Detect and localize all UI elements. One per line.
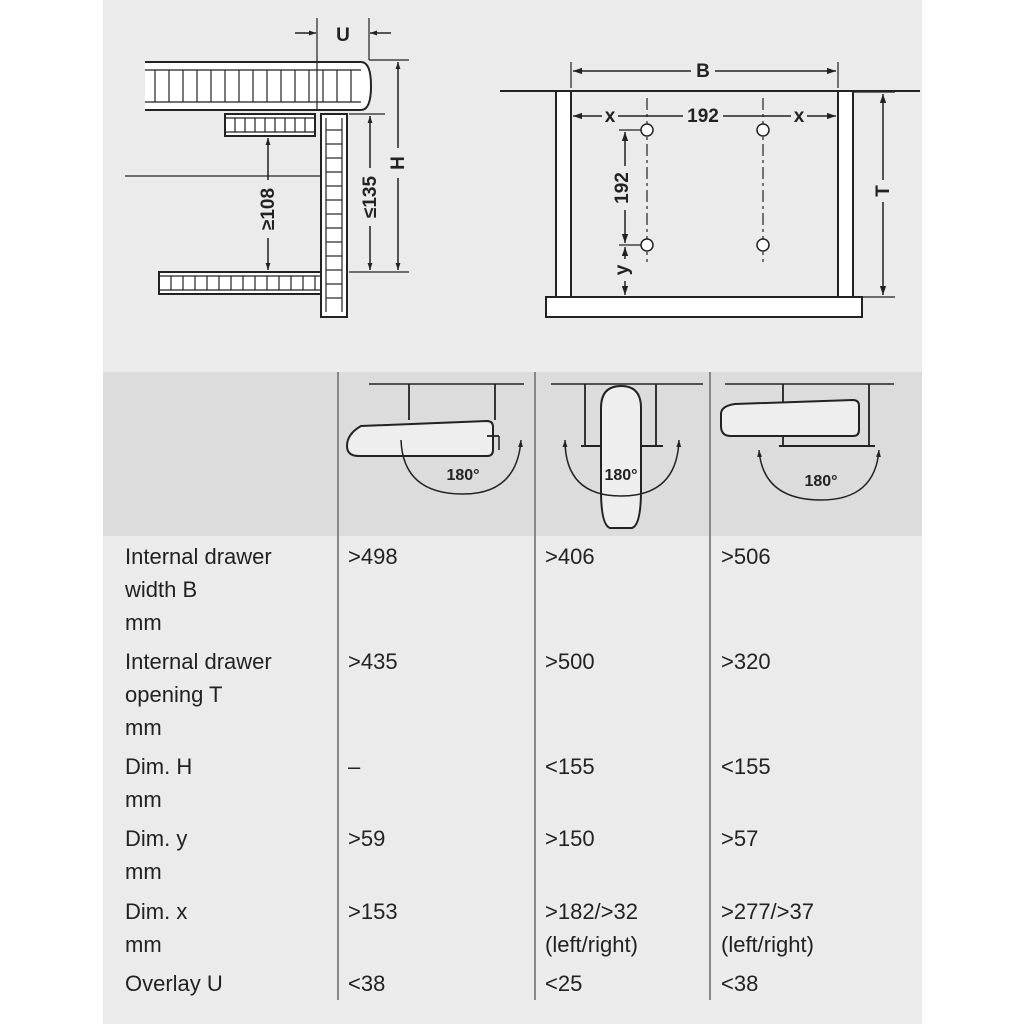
model-3-value: >277/>37 (left/right) bbox=[721, 899, 814, 957]
model-1-value: >59 bbox=[348, 826, 386, 851]
model-3-value: >506 bbox=[721, 544, 771, 569]
row-label: Internal drawer width B mm bbox=[125, 544, 272, 635]
row-label: Overlay U bbox=[125, 971, 223, 996]
model-2-value: >406 bbox=[545, 544, 595, 569]
drawer-bottom-panel bbox=[546, 297, 862, 317]
hole-spacing-horizontal-label: 192 bbox=[687, 106, 719, 127]
technical-sheet bbox=[103, 0, 922, 1024]
model-1-value: >498 bbox=[348, 544, 398, 569]
mounting-hole-bottom-left bbox=[641, 239, 653, 251]
row-label: Dim. y mm bbox=[125, 826, 188, 884]
model-3-value: >320 bbox=[721, 649, 771, 674]
ironing-board-horizontal bbox=[347, 421, 493, 456]
model-2-ironing-board-icon bbox=[551, 384, 703, 528]
model-2-value: >500 bbox=[545, 649, 595, 674]
mounting-hole-top-right bbox=[757, 124, 769, 136]
min-gap-label: ≥108 bbox=[258, 187, 279, 231]
model-1-rotation-label: 180° bbox=[446, 467, 480, 484]
drawing-svg bbox=[103, 0, 922, 372]
front-view bbox=[500, 62, 920, 317]
opening-t-label: T bbox=[873, 185, 894, 197]
model-icons-svg bbox=[103, 372, 922, 536]
height-h-label: H bbox=[388, 156, 409, 170]
ironing-board-vertical bbox=[601, 386, 641, 528]
x-left-label: x bbox=[604, 106, 616, 127]
model-1-value: >435 bbox=[348, 649, 398, 674]
model-3-value: <38 bbox=[721, 971, 759, 996]
model-3-rotation-label: 180° bbox=[804, 473, 838, 490]
model-1-value: >153 bbox=[348, 899, 398, 924]
right-side-panel bbox=[838, 91, 853, 297]
model-2-value: <155 bbox=[545, 754, 595, 779]
model-2-value: >150 bbox=[545, 826, 595, 851]
mounting-hole-top-left bbox=[641, 124, 653, 136]
column-divider-2 bbox=[534, 372, 536, 1000]
model-icon-row bbox=[103, 372, 922, 536]
column-divider-3 bbox=[709, 372, 711, 1000]
model-2-value: >182/>32 (left/right) bbox=[545, 899, 638, 957]
row-label: Dim. H mm bbox=[125, 754, 193, 812]
overlay-u-label: U bbox=[336, 25, 350, 46]
left-side-panel bbox=[556, 91, 571, 297]
model-3-value: >57 bbox=[721, 826, 759, 851]
column-divider-1 bbox=[337, 372, 339, 1000]
hole-spacing-vertical-label: 192 bbox=[612, 172, 633, 204]
model-1-ironing-board-icon bbox=[347, 384, 524, 494]
row-label: Dim. x mm bbox=[125, 899, 188, 957]
y-label: y bbox=[612, 264, 633, 276]
model-1-value: <38 bbox=[348, 971, 386, 996]
model-1-value: – bbox=[348, 754, 361, 779]
row-label: Internal drawer opening T mm bbox=[125, 649, 272, 740]
technical-drawing-area bbox=[103, 0, 922, 372]
upper-rail bbox=[225, 114, 315, 136]
model-2-value: <25 bbox=[545, 971, 583, 996]
x-right-label: x bbox=[793, 106, 805, 127]
ironing-board-horizontal-high bbox=[721, 400, 859, 436]
side-section-view bbox=[125, 18, 409, 317]
max-gap-label: ≤135 bbox=[360, 175, 381, 219]
model-2-rotation-label: 180° bbox=[604, 467, 638, 484]
width-b-label: B bbox=[696, 61, 710, 82]
mounting-hole-bottom-right bbox=[757, 239, 769, 251]
model-3-value: <155 bbox=[721, 754, 771, 779]
